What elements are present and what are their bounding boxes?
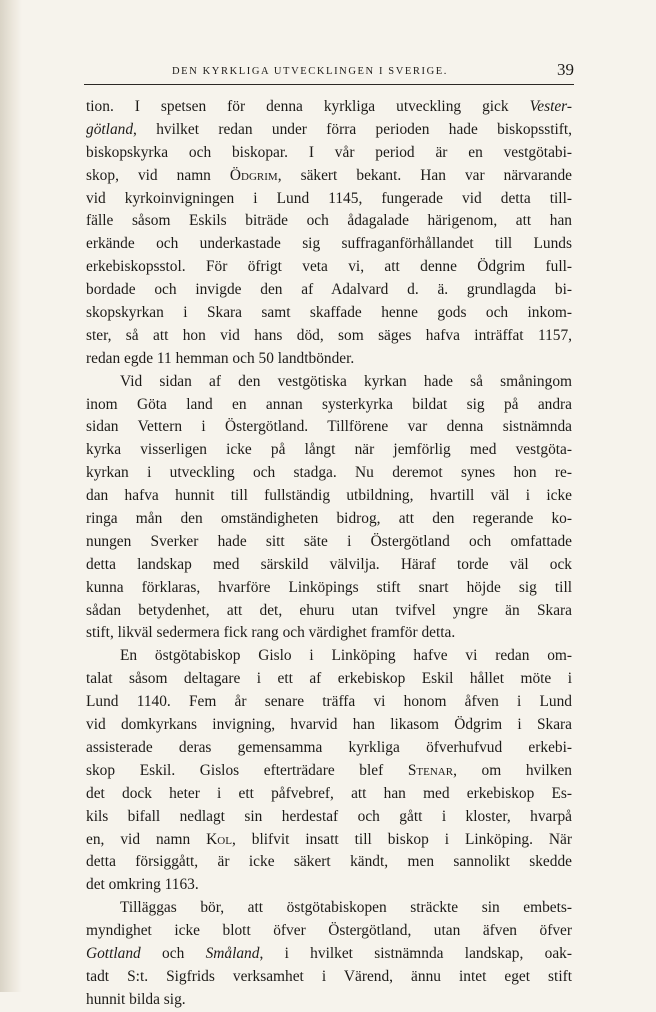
text-line-21: detta landskap med särskild välvilja. Häraf torde väl ock — [86, 555, 572, 573]
text-line-24: stift, likväl sedermera fick rang och värdighet framför detta. — [86, 624, 456, 642]
text-line-10: skopskyrkan i Skara samt skaffade henne gods och inkom- — [86, 304, 572, 322]
text-line-35: det omkring 1163. — [86, 876, 199, 894]
text-line-37: myndighet icke blott öfver Östergötland, utan äfven öfver — [86, 922, 572, 940]
text-line-2: götland, hvilket redan under förra perioden hade biskopsstift, — [86, 120, 572, 138]
text-line-29: assisterade deras gemensamma kyrkliga öfverhufvud erkebi- — [86, 738, 572, 756]
text-line-5: vid kyrkoinvigningen i Lund 1145, fungerade vid detta till- — [86, 189, 572, 207]
text-line-33: en, vid namn Kol, blifvit insatt till biskop i Linköping. När — [86, 830, 573, 848]
text-line-13: Vid sidan af den vestgötiska kyrkan hade så småningom — [120, 372, 572, 390]
text-line-23: sådan betydenhet, att det, ehuru utan tvifvel yngre än Skara — [86, 601, 572, 619]
text-line-20: nungen Sverker hade sitt säte i Östergötland och omfattade — [86, 532, 572, 550]
text-line-25: En östgötabiskop Gislo i Linköping hafve vi redan om- — [120, 647, 572, 665]
page-header — [84, 58, 574, 84]
text-line-19: ringa mån den omständigheten bidrog, att den regerande ko- — [86, 510, 572, 528]
text-line-26: talat såsom deltagare i ett af erkebiskop Eskil hållet möte i — [86, 670, 572, 688]
text-line-15: sidan Vettern i Östergötland. Tillförene var denna sistnämnda — [86, 418, 572, 436]
running-head: DEN KYRKLIGA UTVECKLINGEN I SVERIGE. — [172, 66, 449, 77]
text-line-6: fälle såsom Eskils biträde och ådagalade härigenom, att han — [86, 212, 572, 230]
text-line-12: redan egde 11 hemman och 50 landtbönder. — [86, 349, 355, 367]
text-line-34: detta försiggått, är icke säkert kändt, men sannolikt skedde — [86, 853, 572, 871]
text-line-17: kyrkan i utveckling och stadga. Nu deremot synes hon re- — [86, 464, 572, 482]
page-gutter-shadow — [0, 0, 22, 992]
text-line-18: dan hafva hunnit till fullständig utbildning, hvartill väl i icke — [86, 487, 572, 505]
text-line-36: Tilläggas bör, att östgötabiskopen sträckte sin embets- — [120, 899, 572, 917]
text-line-28: vid domkyrkans invigning, hvarvid han likasom Ödgrim i Skara — [86, 716, 572, 734]
text-line-39: tadt S:t. Sigfrids verksamhet i Värend, ännu intet eget stift — [86, 967, 572, 985]
text-line-30: skop Eskil. Gislos efterträdare blef Stenar, om hvilken — [86, 761, 572, 779]
page-number: 39 — [557, 60, 574, 79]
text-line-7: erkände och underkastade sig suffraganförhållandet till Lunds — [86, 235, 572, 253]
text-line-4: skop, vid namn Ödgrim, säkert bekant. Han var närvarande — [86, 166, 573, 184]
text-line-22: kunna förklaras, hvarföre Linköpings stift snart höjde sig till — [86, 578, 572, 596]
text-line-14: inom Göta land en annan systerkyrka bildat sig på andra — [86, 395, 572, 413]
text-line-40: hunnit bilda sig. — [86, 990, 186, 1008]
text-line-38: Gottland och Småland, i hvilket sistnämnda landskap, oak- — [86, 944, 573, 962]
body-text — [86, 96, 572, 1012]
text-line-9: bordade och invigde den af Adalvard d. ä. grundlagda bi- — [86, 281, 572, 299]
text-line-16: kyrka visserligen icke på långt när jemförlig med vestgöta- — [86, 441, 572, 459]
text-line-32: kils bifall nedlagt sin herdestaf och gått i kloster, hvarpå — [86, 807, 572, 825]
text-line-8: erkebiskopsstol. För öfrigt veta vi, att denne Ödgrim full- — [86, 258, 572, 276]
text-line-3: biskopskyrka och biskopar. I vår period är en vestgötabi- — [86, 143, 572, 161]
text-line-27: Lund 1140. Fem år senare träffa vi honom åfven i Lund — [86, 693, 572, 711]
text-line-31: det dock heter i ett påfvebref, att han med erkebiskop Es- — [86, 784, 572, 802]
text-line-1: tion. I spetsen för denna kyrkliga utveckling gick Vester- — [86, 98, 572, 115]
text-line-11: ster, så att hon vid hans död, som säges hafva inträffat 1157, — [86, 326, 572, 344]
header-rule — [84, 84, 574, 85]
